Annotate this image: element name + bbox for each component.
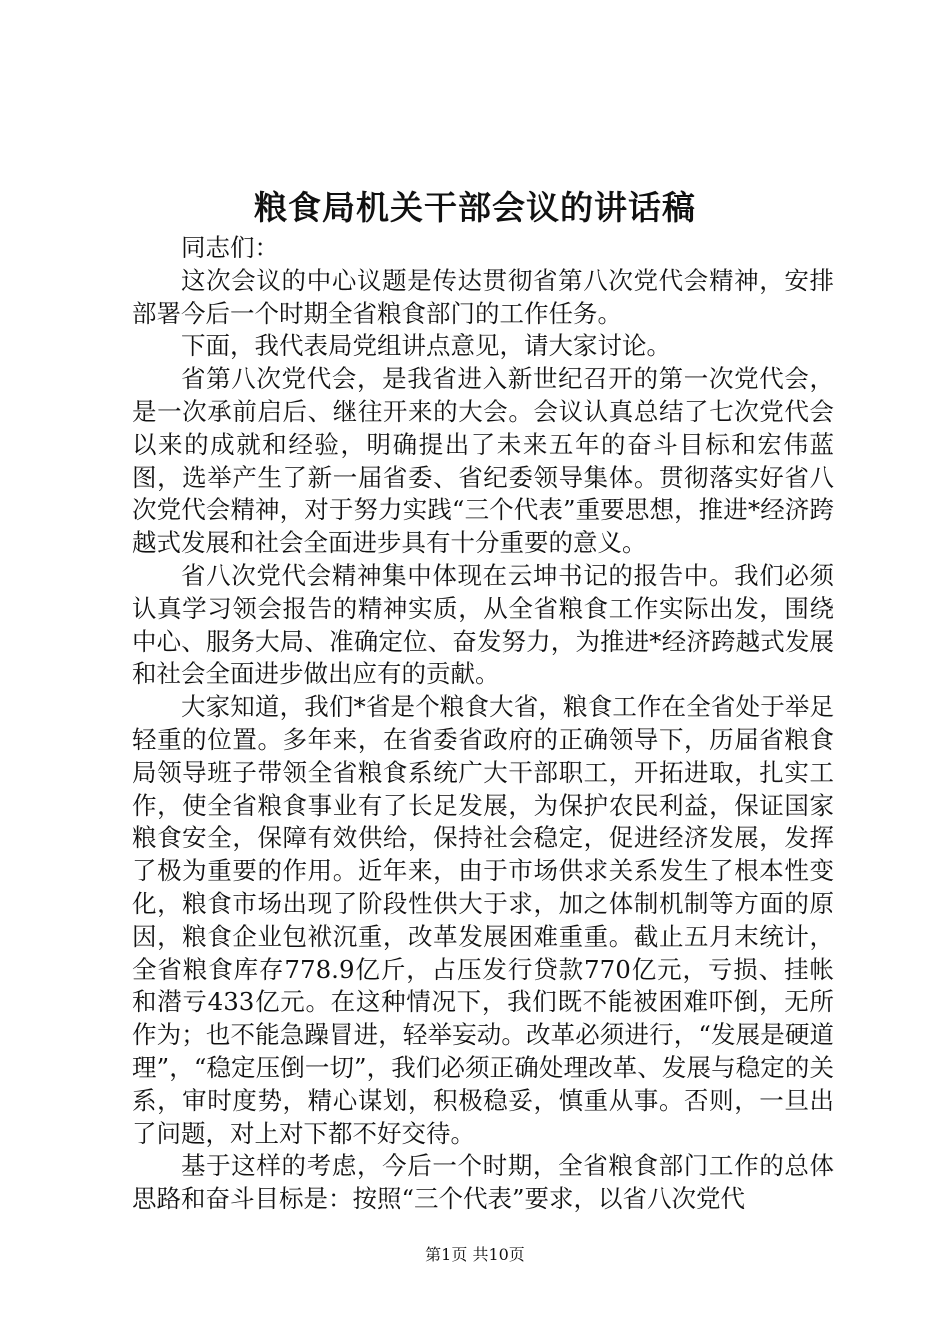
- paragraph: 下面，我代表局党组讲点意见，请大家讨论。: [181, 331, 671, 361]
- paragraph: 大家知道，我们*省是个粮食大省，粮食工作在全省处于举足轻重的位置。多年来，在省委省政府的正确领导下，历届省粮食局领导班子带领全省粮食系统广大干部职工，开拓进取，扎实工作，使全省粮食事业有了长足发展，为保护农民利益，保证国家粮食安全，保障有效供给，保持社会稳定，促进经济发展，发挥了极为重要的作用。近年来，由于市场供求关系发生了根本性变化，粮食市场出现了阶段性供大于求，加之体制机制等方面的原因，粮食企业包袱沉重，改革发展困难重重。截止五月末统计，全省粮食库存778.9亿斤，占压发行贷款770亿元，亏损、挂帐和潜亏433亿元。在这种情况下，我们既不能被困难吓倒，无所作为；也不能急躁冒进，轻举妄动。改革必须进行，“发展是硬道理”，“稳定压倒一切”，我们必须正确处理改革、发展与稳定的关系，审时度势，精心谋划，积极稳妥，慎重从事。否则，一旦出了问题，对上对下都不好交待。: [132, 692, 834, 1148]
- paragraph-salutation: 同志们：: [181, 233, 279, 262]
- paragraph: 这次会议的中心议题是传达贯彻省第八次党代会精神，安排部署今后一个时期全省粮食部门的工作任务。: [132, 265, 834, 328]
- document-body: [132, 232, 834, 1216]
- paragraph: 基于这样的考虑，今后一个时期，全省粮食部门工作的总体思路和奋斗目标是：按照“三个代表”要求，以省八次党代: [132, 1151, 834, 1214]
- paragraph: 省第八次党代会，是我省进入新世纪召开的第一次党代会，是一次承前启后、继往开来的大会。会议认真总结了七次党代会以来的成就和经验，明确提出了未来五年的奋斗目标和宏伟蓝图，选举产生了新一届省委、省纪委领导集体。贯彻落实好省八次党代会精神，对于努力实践“三个代表”重要思想，推进*经济跨越式发展和社会全面进步具有十分重要的意义。: [132, 364, 834, 558]
- document-title: 粮食局机关干部会议的讲话稿: [254, 188, 696, 227]
- page-number-footer: 第1页 共10页: [425, 1245, 525, 1264]
- paragraph: 省八次党代会精神集中体现在云坤书记的报告中。我们必须认真学习领会报告的精神实质，从全省粮食工作实际出发，围绕中心、服务大局、准确定位、奋发努力，为推进*经济跨越式发展和社会全面进步做出应有的贡献。: [132, 560, 834, 689]
